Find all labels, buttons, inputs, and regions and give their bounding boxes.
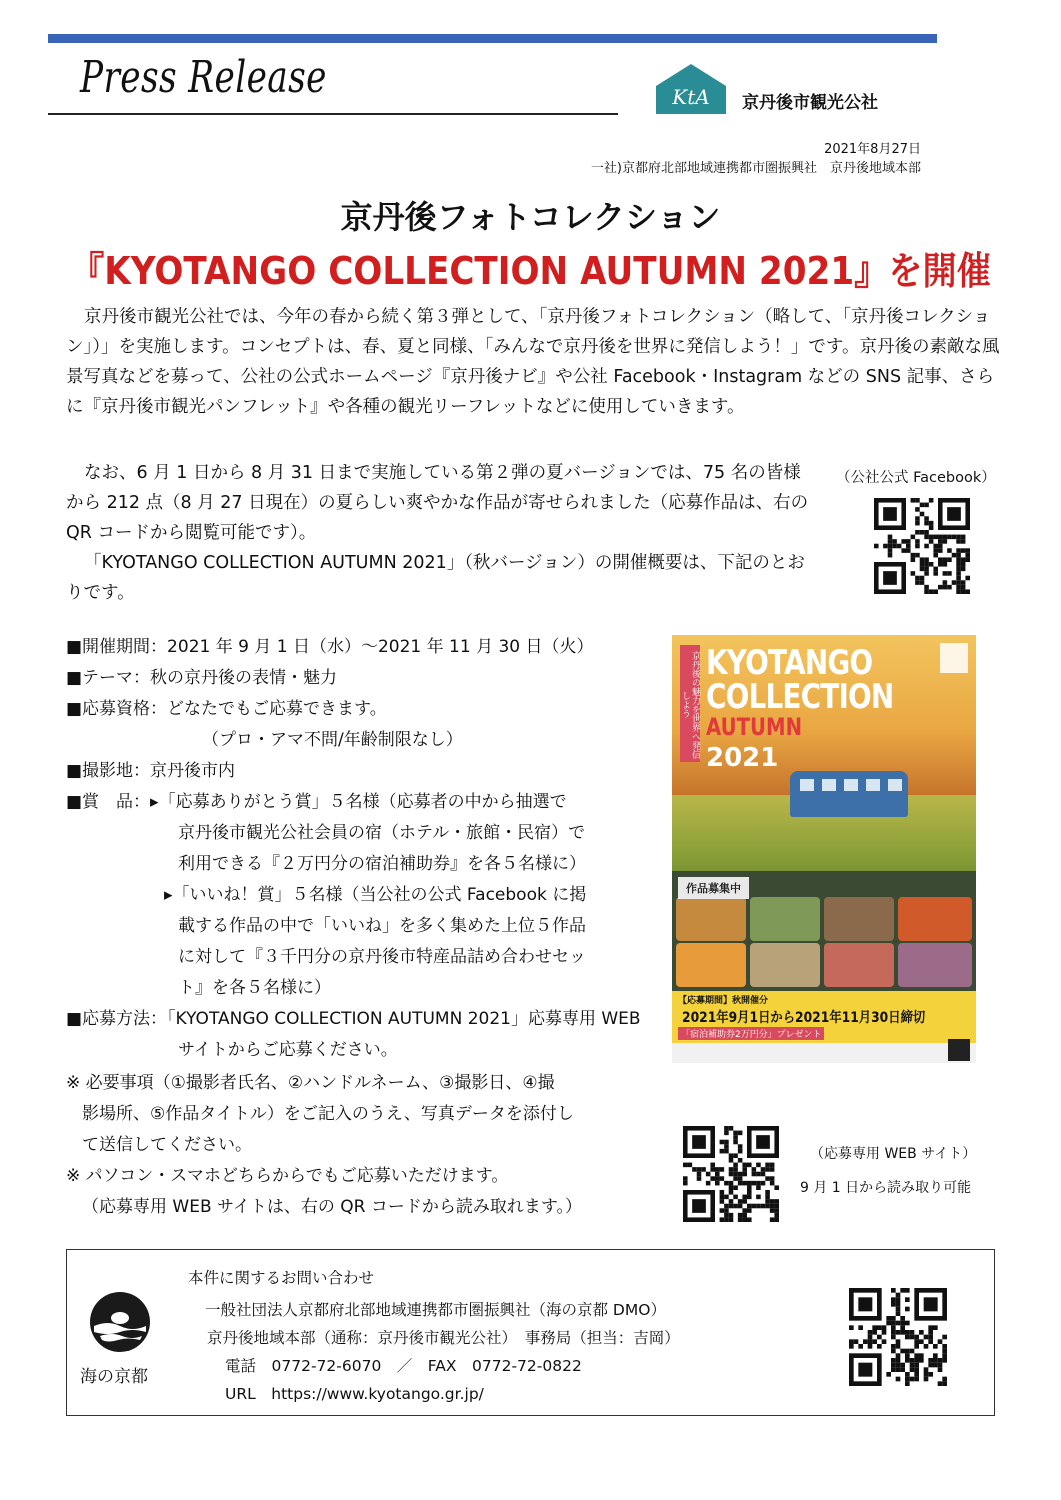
org-name: 京丹後市観光公社	[742, 93, 878, 113]
poster-vertical-slogan: 京丹後の魅力を世界へ発信しよう	[680, 645, 700, 762]
detail-prize-2-cont2: に対して『３千円分の京丹後市特産品詰め合わせセッ	[178, 947, 586, 967]
poster-badge: 作品募集中	[678, 877, 749, 899]
note-required-items-cont: 影場所、⑤作品タイトル）をご記入のうえ、写真データを添付し	[82, 1104, 574, 1124]
headline-event: 『KYOTANGO COLLECTION AUTUMN 2021』を開催	[70, 249, 991, 293]
contact-qr-code[interactable]	[849, 1288, 947, 1386]
contact-office: 京丹後地域本部（通称：京丹後市観光公社） 事務局（担当：吉岡）	[207, 1329, 680, 1347]
umi-no-kyoto-logo-text: 海の京都	[80, 1367, 148, 1387]
poster-period: 2021年9月1日から2021年11月30日締切	[682, 1010, 926, 1026]
poster-photo	[824, 897, 894, 941]
web-qr-label: （応募専用 WEB サイト）	[810, 1146, 977, 1162]
poster-train	[790, 771, 908, 817]
detail-prize-1-cont2: 利用できる『２万円分の宿泊補助券』を各５名様に）	[178, 854, 586, 874]
detail-period: ■開催期間：2021 年 9 月 1 日（水）～2021 年 11 月 30 日（火）	[66, 637, 594, 657]
event-poster-image	[672, 635, 976, 1063]
web-entry-qr-code[interactable]	[683, 1126, 779, 1222]
poster-title-kyotango: KYOTANGO	[706, 643, 873, 683]
detail-prize-1-cont: 京丹後市観光公社会員の宿（ホテル・旅館・民宿）で	[178, 823, 586, 843]
detail-prize-2-cont3: ト』を各５名様に）	[178, 978, 331, 998]
poster-title-collection: COLLECTION	[706, 677, 894, 717]
overview-lead-text: 「KYOTANGO COLLECTION AUTUMN 2021」（秋バージョン）の開催概要は、下記のとおりです。	[66, 553, 805, 603]
summer-results-paragraph	[66, 458, 818, 608]
detail-theme: ■テーマ：秋の京丹後の表情・魅力	[66, 668, 338, 688]
poster-photo	[824, 943, 894, 987]
detail-eligibility: ■応募資格：どなたでもご応募できます。	[66, 699, 387, 719]
poster-logo-icon	[940, 643, 968, 673]
poster-prize: 「宿泊補助券2万円分」プレゼント	[678, 1027, 824, 1040]
contact-heading: 本件に関するお問い合わせ	[188, 1269, 375, 1287]
top-accent-bar	[48, 34, 937, 43]
detail-prize-2: ▸「いいね！賞」５名様（当公社の公式 Facebook に掲	[164, 885, 587, 905]
contact-details	[205, 1296, 680, 1408]
issuer-line: 一社)京都府北部地域連携都市圏振興社 京丹後地域本部	[590, 161, 921, 176]
note-required-items: ※ 必要事項（①撮影者氏名、②ハンドルネーム、③撮影日、④撮	[66, 1073, 555, 1093]
poster-photo	[898, 943, 972, 987]
poster-photo	[676, 897, 746, 941]
poster-photo	[750, 943, 820, 987]
poster-title-autumn: AUTUMN	[706, 713, 803, 741]
contact-phone-fax: 電話 0772-72-6070 ／ FAX 0772-72-0822	[225, 1357, 582, 1375]
application-notes	[66, 1068, 666, 1223]
note-devices-cont: （応募専用 WEB サイトは、右の QR コードから読み取れます。）	[82, 1197, 582, 1217]
detail-location: ■撮影地：京丹後市内	[66, 761, 236, 781]
header-underline	[48, 113, 618, 115]
release-date: 2021年8月27日	[824, 142, 921, 157]
note-devices: ※ パソコン・スマホどちらからでもご応募いただけます。	[66, 1166, 509, 1186]
web-qr-availability: 9 月 1 日から読み取り可能	[800, 1180, 972, 1196]
poster-photo	[750, 897, 820, 941]
poster-title-year: 2021	[706, 743, 779, 773]
intro-paragraph	[66, 302, 1006, 422]
facebook-qr-label: （公社公式 Facebook）	[836, 470, 996, 486]
contact-url[interactable]: URL https://www.kyotango.gr.jp/	[225, 1385, 484, 1403]
contact-organization: 一般社団法人京都府北部地域連携都市圏振興社（海の京都 DMO）	[205, 1301, 666, 1319]
facebook-qr-code[interactable]	[874, 498, 970, 594]
detail-eligibility-note: （プロ・アマ不問/年齢制限なし）	[202, 730, 463, 750]
poster-period-label: 【応募期間】秋開催分	[678, 996, 769, 1006]
detail-method: ■応募方法：「KYOTANGO COLLECTION AUTUMN 2021」応募専用 WEB	[66, 1009, 641, 1029]
detail-prize-1: ■賞 品：▸「応募ありがとう賞」５名様（応募者の中から抽選で	[66, 792, 567, 812]
poster-footer	[672, 1043, 976, 1063]
note-required-items-cont2: て送信してください。	[82, 1135, 252, 1155]
poster-photo	[898, 897, 972, 941]
detail-prize-2-cont: 載する作品の中で「いいね」を多く集めた上位５作品	[178, 916, 586, 936]
press-release-title: Press Release	[80, 52, 327, 103]
poster-qr-icon	[948, 1039, 970, 1061]
detail-method-cont: サイトからご応募ください。	[178, 1040, 398, 1060]
intro-text: 京丹後市観光公社では、今年の春から続く第３弾として、「京丹後フォトコレクション（略して、「京丹後コレクション」）」を実施します。コンセプトは、春、夏と同様、「みんなで京丹後を世界に発信しよう！」です。京丹後の素敵な風景写真などを募って、公社の公式ホームページ『京丹後ナビ』や公社 Facebook・Instagram などの SNS 記事、さらに『京丹後市観光パンフレット』や各種の観光リーフレットなどに使用していきます。	[66, 307, 1000, 417]
logo-mark-text: KtA	[672, 85, 710, 109]
headline-main: 京丹後フォトコレクション	[340, 198, 721, 236]
kta-logo-icon	[654, 62, 728, 116]
poster-photo	[676, 943, 746, 987]
umi-no-kyoto-logo-icon	[88, 1290, 152, 1354]
summer-results-text: なお、6 月 1 日から 8 月 31 日まで実施している第２弾の夏バージョンでは、75 名の皆様から 212 点（8 月 27 日現在）の夏らしい爽やかな作品が寄せられました（応募作品は、右の QR コードから閲覧可能です）。	[66, 463, 809, 543]
event-details	[66, 632, 646, 1066]
